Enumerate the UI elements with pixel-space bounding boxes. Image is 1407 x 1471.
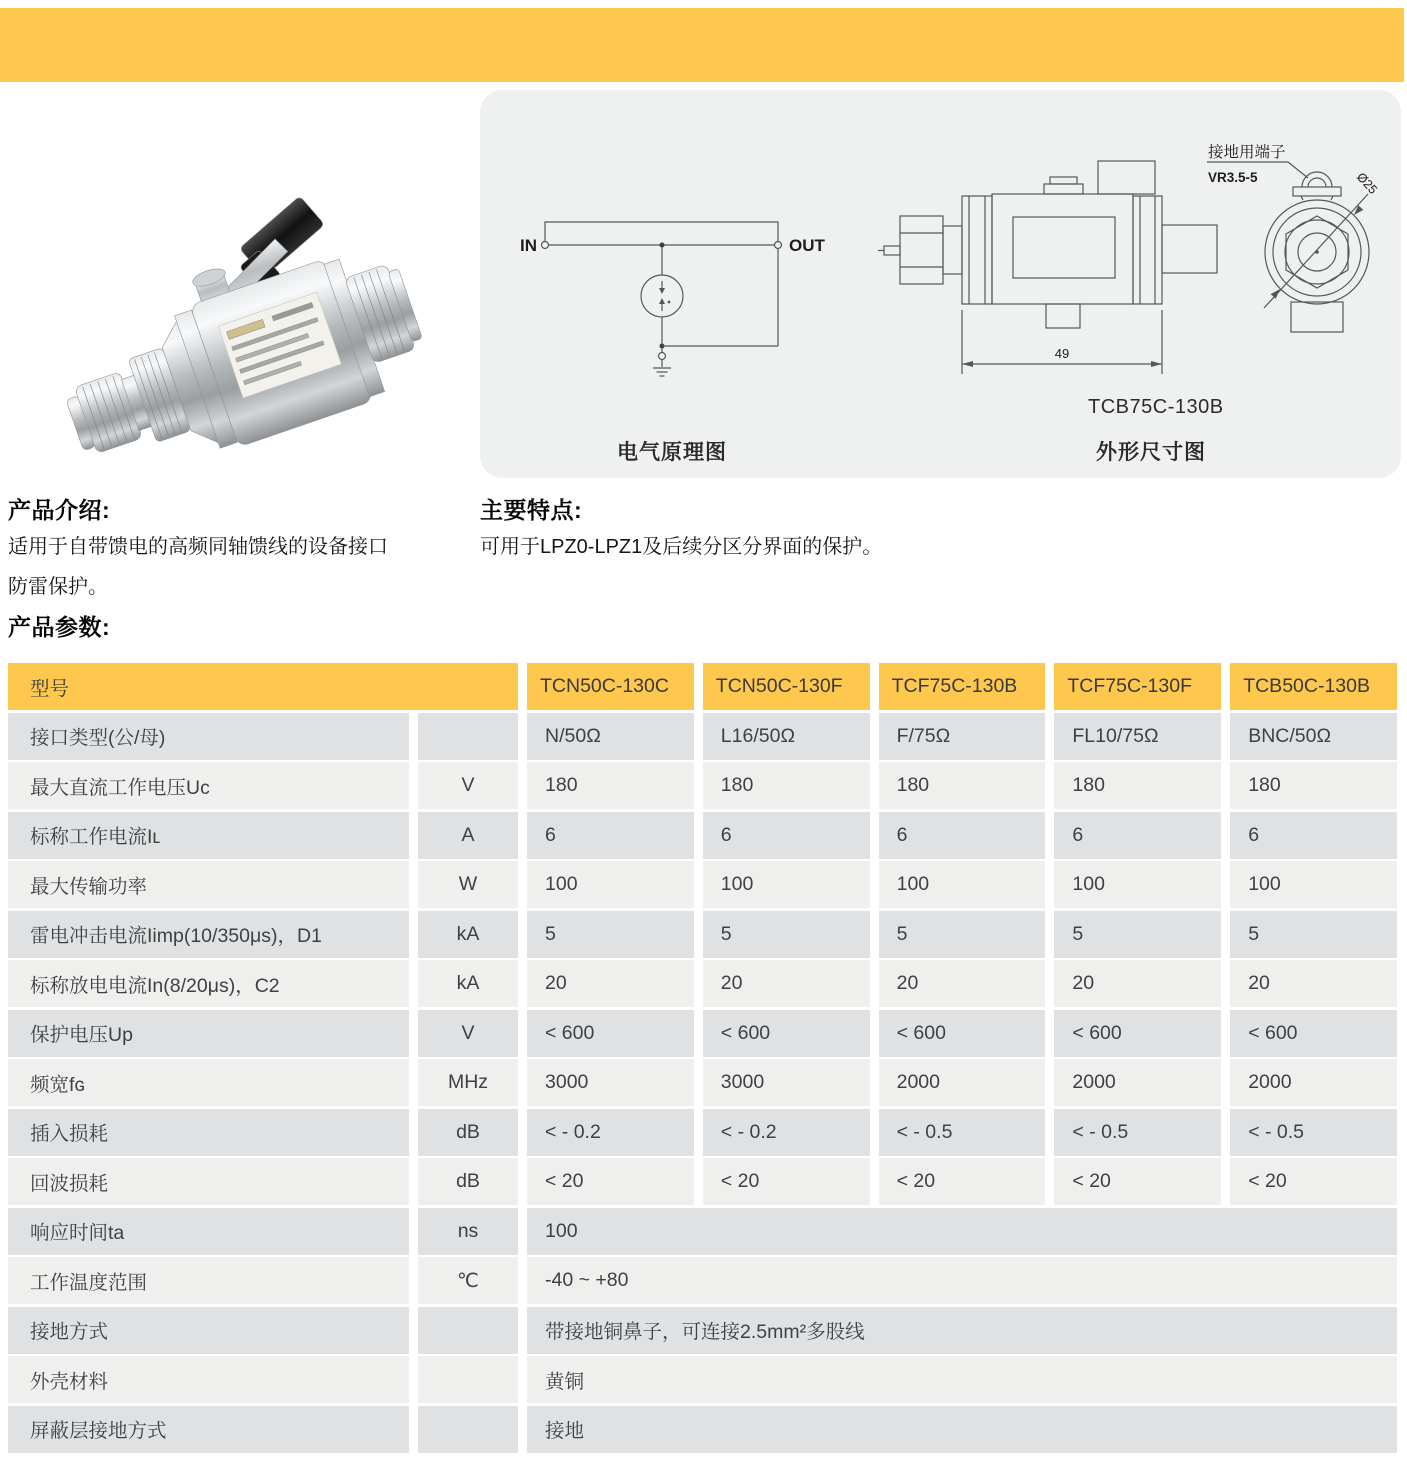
param-value: < 600: [703, 1010, 870, 1057]
param-value-merged: 100: [527, 1208, 1397, 1255]
param-value: < 600: [527, 1010, 694, 1057]
intro-title: 产品介绍:: [8, 497, 111, 523]
outline-model-label: TCB75C-130B: [1088, 396, 1224, 418]
param-value: 180: [1230, 762, 1397, 809]
circuit-and-outline-drawing: [480, 90, 1401, 478]
param-label: 接地方式: [8, 1307, 409, 1354]
param-value: 5: [703, 911, 870, 958]
param-value: < 20: [527, 1158, 694, 1205]
param-value: 20: [1054, 960, 1221, 1007]
param-value: < - 0.5: [879, 1109, 1046, 1156]
table-header-col: TCN50C-130C: [527, 663, 694, 710]
param-unit: ns: [418, 1208, 518, 1255]
param-value: BNC/50Ω: [1230, 713, 1397, 760]
param-value: 6: [879, 812, 1046, 859]
param-value: < 20: [1230, 1158, 1397, 1205]
param-label: 保护电压Up: [8, 1010, 409, 1057]
param-label: 标称放电电流In(8/20μs)，C2: [8, 960, 409, 1007]
param-unit: W: [418, 861, 518, 908]
intro-body-line1: 适用于自带馈电的高频同轴馈线的设备接口: [8, 536, 388, 558]
param-value: < 20: [703, 1158, 870, 1205]
param-label: 频宽fɢ: [8, 1059, 409, 1106]
product-photo: [55, 158, 435, 488]
intro-body: [8, 527, 388, 607]
param-value: < - 0.2: [703, 1109, 870, 1156]
param-label: 响应时间ta: [8, 1208, 409, 1255]
param-label: 雷电冲击电流Iimp(10/350μs)，D1: [8, 911, 409, 958]
param-value: 6: [703, 812, 870, 859]
param-value: 3000: [527, 1059, 694, 1106]
intro-body-line2: 防雷保护。: [8, 576, 108, 598]
parameter-table: [8, 663, 1397, 1453]
param-value-merged: 接地: [527, 1406, 1397, 1453]
param-value: 20: [1230, 960, 1397, 1007]
param-unit: A: [418, 812, 518, 859]
param-value: 100: [1230, 861, 1397, 908]
param-unit: kA: [418, 911, 518, 958]
params-title: 产品参数:: [8, 614, 111, 640]
param-unit: [418, 1356, 518, 1403]
param-value: 20: [527, 960, 694, 1007]
param-label: 最大传输功率: [8, 861, 409, 908]
param-value: FL10/75Ω: [1054, 713, 1221, 760]
param-value: 100: [879, 861, 1046, 908]
param-value: 100: [1054, 861, 1221, 908]
param-value-merged: 带接地铜鼻子，可连接2.5mm²多股线: [527, 1307, 1397, 1354]
param-unit: dB: [418, 1109, 518, 1156]
param-unit: kA: [418, 960, 518, 1007]
param-value: 5: [1230, 911, 1397, 958]
param-value: 100: [703, 861, 870, 908]
param-value: 180: [879, 762, 1046, 809]
param-value: L16/50Ω: [703, 713, 870, 760]
param-value: < 20: [1054, 1158, 1221, 1205]
param-label: 屏蔽层接地方式: [8, 1406, 409, 1453]
param-value: 6: [527, 812, 694, 859]
param-unit: [418, 713, 518, 760]
top-accent-bar: [0, 8, 1404, 82]
param-value: < - 0.5: [1054, 1109, 1221, 1156]
outline-diameter-dim: Ø25: [1353, 169, 1381, 197]
diagram-panel: [480, 90, 1401, 478]
circuit-caption: 电气原理图: [617, 441, 727, 464]
param-label: 接口类型(公/母): [8, 713, 409, 760]
outline-length-dim: 49: [1054, 346, 1070, 361]
param-value: < 600: [879, 1010, 1046, 1057]
param-label: 标称工作电流Iʟ: [8, 812, 409, 859]
param-value: 5: [1054, 911, 1221, 958]
param-unit: ℃: [418, 1257, 518, 1304]
circuit-in-label: IN: [520, 236, 537, 255]
outline-callout-terminal: 接地用端子: [1208, 144, 1286, 161]
param-label: 插入损耗: [8, 1109, 409, 1156]
param-value-merged: -40 ~ +80: [527, 1257, 1397, 1304]
param-value: 2000: [879, 1059, 1046, 1106]
param-value: 100: [527, 861, 694, 908]
param-value: 2000: [1054, 1059, 1221, 1106]
param-value-merged: 黄铜: [527, 1356, 1397, 1403]
param-unit: MHz: [418, 1059, 518, 1106]
param-value: 5: [879, 911, 1046, 958]
param-value: < 20: [879, 1158, 1046, 1205]
param-unit: V: [418, 1010, 518, 1057]
param-label: 最大直流工作电压Uc: [8, 762, 409, 809]
param-value: 180: [527, 762, 694, 809]
param-unit: [418, 1406, 518, 1453]
param-value: 20: [879, 960, 1046, 1007]
param-label: 外壳材料: [8, 1356, 409, 1403]
param-value: < - 0.5: [1230, 1109, 1397, 1156]
param-value: < - 0.2: [527, 1109, 694, 1156]
param-value: 6: [1230, 812, 1397, 859]
param-label: 回波损耗: [8, 1158, 409, 1205]
features-title: 主要特点:: [480, 497, 583, 523]
param-value: 3000: [703, 1059, 870, 1106]
param-value: 180: [703, 762, 870, 809]
param-unit: [418, 1307, 518, 1354]
outline-caption: 外形尺寸图: [1096, 441, 1206, 464]
param-unit: dB: [418, 1158, 518, 1205]
table-header-col: TCN50C-130F: [703, 663, 870, 710]
param-value: N/50Ω: [527, 713, 694, 760]
param-value: 5: [527, 911, 694, 958]
param-value: < 600: [1054, 1010, 1221, 1057]
param-value: 6: [1054, 812, 1221, 859]
param-value: F/75Ω: [879, 713, 1046, 760]
features-body: 可用于LPZ0-LPZ1及后续分区分界面的保护。: [480, 536, 883, 558]
param-value: 2000: [1230, 1059, 1397, 1106]
circuit-out-label: OUT: [789, 236, 825, 255]
param-value: < 600: [1230, 1010, 1397, 1057]
outline-callout-model: VR3.5-5: [1208, 170, 1258, 185]
table-header-col: TCB50C-130B: [1230, 663, 1397, 710]
table-header-col: TCF75C-130F: [1054, 663, 1221, 710]
param-unit: V: [418, 762, 518, 809]
table-header-model: 型号: [8, 663, 518, 710]
param-value: 180: [1054, 762, 1221, 809]
param-value: 20: [703, 960, 870, 1007]
table-header-col: TCF75C-130B: [879, 663, 1046, 710]
param-label: 工作温度范围: [8, 1257, 409, 1304]
